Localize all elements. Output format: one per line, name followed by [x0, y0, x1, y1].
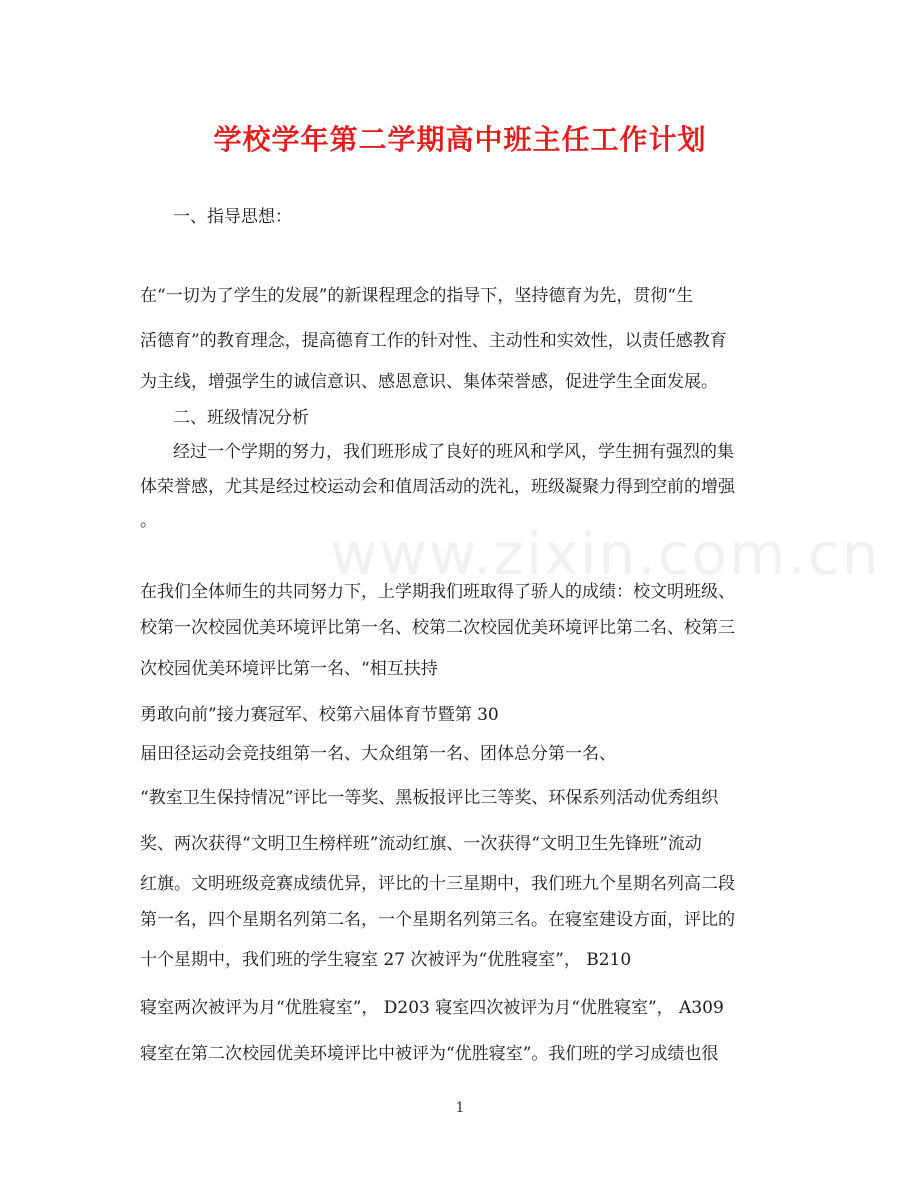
paragraph-line: 活德育”的教育理念，提高德育工作的针对性、主动性和实效性，以责任感教育: [140, 331, 727, 351]
paragraph-line: 经过一个学期的努力，我们班形成了良好的班风和学风，学生拥有强烈的集: [173, 442, 734, 462]
paragraph-line: 在“一切为了学生的发展”的新课程理念的指导下，坚持德育为先，贯彻“生: [140, 286, 694, 306]
section-heading: 二、班级情况分析: [173, 408, 309, 428]
paragraph-line: 次校园优美环境评比第一名、“相互扶持: [140, 659, 438, 679]
section-heading: 一、指导思想：: [173, 207, 292, 227]
paragraph-line: 寝室两次被评为月“优胜寝室”， D203 寝室四次被评为月“优胜寝室”， A309: [140, 998, 724, 1018]
paragraph-line: 体荣誉感，尤其是经过校运动会和值周活动的洗礼，班级凝聚力得到空前的增强: [140, 477, 735, 497]
paragraph-line: 寝室在第二次校园优美环境评比中被评为“优胜寝室”。我们班的学习成绩也很: [140, 1044, 719, 1064]
paragraph-line: 十个星期中，我们班的学生寝室 27 次被评为“优胜寝室”， B210: [140, 950, 632, 970]
paragraph-line: 校第一次校园优美环境评比第一名、校第二次校园优美环境评比第二名、校第三: [140, 618, 735, 638]
paragraph-line: 红旗。文明班级竞赛成绩优异，评比的十三星期中，我们班九个星期名列高二段: [140, 874, 735, 894]
paragraph-line: 。: [140, 511, 157, 531]
watermark: www.zixin.com.cn: [330, 520, 881, 588]
paragraph-line: 届田径运动会竞技组第一名、大众组第一名、团体总分第一名、: [140, 744, 616, 764]
paragraph-line: 奖、两次获得“文明卫生榜样班”流动红旗、一次获得“文明卫生先锋班”流动: [140, 834, 702, 854]
paragraph-line: 在我们全体师生的共同努力下，上学期我们班取得了骄人的成绩：校文明班级、: [140, 582, 735, 602]
page-number: 1: [455, 1100, 465, 1116]
paragraph-line: 为主线，增强学生的诚信意识、感恩意识、集体荣誉感，促进学生全面发展。: [140, 372, 718, 392]
paragraph-line: “教室卫生保持情况”评比一等奖、黑板报评比三等奖、环保系列活动优秀组织: [140, 788, 719, 808]
document-title: 学校学年第二学期高中班主任工作计划: [213, 123, 707, 156]
paragraph-line: 勇敢向前”接力赛冠军、校第六届体育节暨第 30: [140, 705, 499, 725]
paragraph-line: 第一名，四个星期名列第二名，一个星期名列第三名。在寝室建设方面，评比的: [140, 910, 735, 930]
